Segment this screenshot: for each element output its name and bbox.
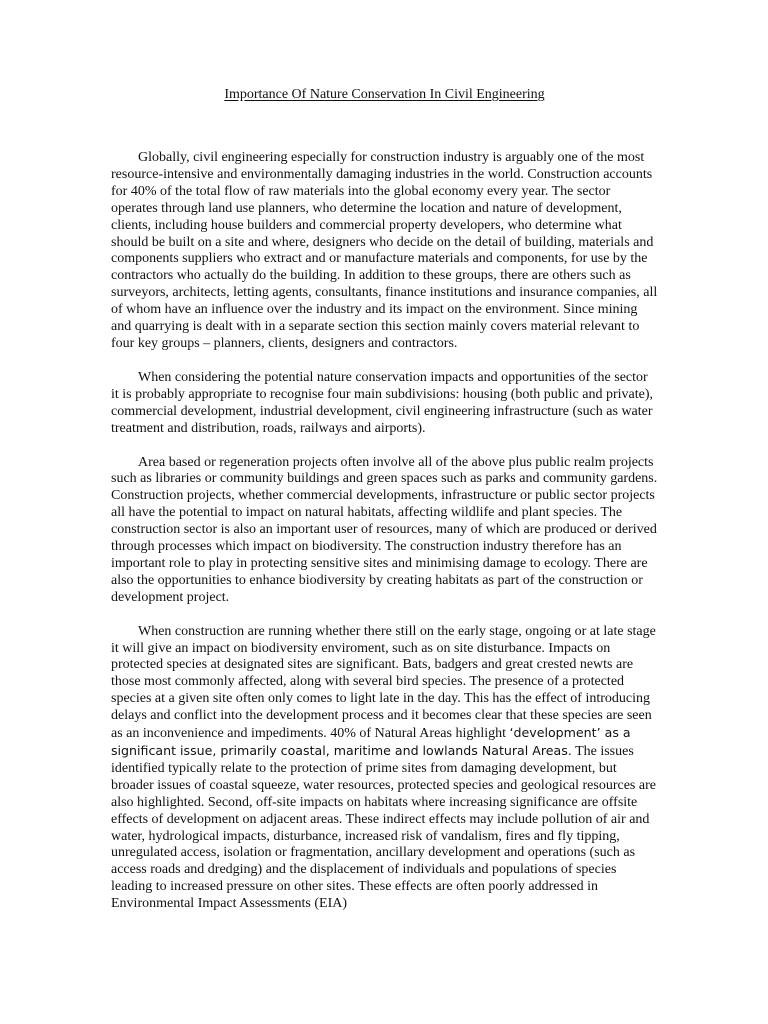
document-title: Importance Of Nature Conservation In Civil Engineering <box>224 87 545 102</box>
paragraph-3: Area based or regeneration projects often involve all of the above plus public realm projects such as libraries or community buildings and green spaces such as parks and community gardens. Construction projects, whether commercial developments, infrastructure or public sector projects all have the potential to impact on natural habitats, affecting wildlife and plant species. The construction sector is also an important user of resources, many of which are produced or derived through processes which impact on biodiversity. The construction industry therefore has an important role to play in protecting sensitive sites and minimising damage to ecology. There are also the opportunities to enhance biodiversity by creating habitats as part of the construction or development project. <box>111 454 658 605</box>
paragraph-1: Globally, civil engineering especially for construction industry is arguably one of the most resource-intensive and environmentally damaging industries in the world. Construction accounts for 40% of the total flow of raw materials into the global economy every year. The sector operates through land use planners, who determine the location and nature of development, clients, including house builders and commercial property developers, who determine what should be built on a site and where, designers who decide on the detail of building, materials and components suppliers who extract and or manufacture materials and components, for use by the contractors who actually do the building. In addition to these groups, there are others such as surveyors, architects, letting agents, consultants, finance institutions and insurance companies, all of whom have an influence over the industry and its impact on the environment. Since mining and quarrying is dealt with in a separate section this section mainly covers material relevant to four key groups – planners, clients, designers and contractors. <box>111 150 658 351</box>
paragraph-4-part-1: When construction are running whether there still on the early stage, ongoing or at late stage it will give an impact on biodiversity enviroment, such as on site disturbance. Impacts on protected species at designated sites are significant. Bats, badgers and great crested newts are those most commonly affected, along with several bird species. The presence of a protected species at a given site often only comes to light late in the day. This has the effect of introducing delays and conflict into the development process and it becomes clear that these species are seen as an inconvenience and impediments. 40% of Natural Areas highlight <box>111 623 656 742</box>
paragraph-4 <box>111 624 658 913</box>
paragraph-2: When considering the potential nature conservation impacts and opportunities of the sector it is probably appropriate to recognise four main subdivisions: housing (both public and private), commercial development, industrial development, civil engineering infrastructure (such as water treatment and distribution, roads, railways and airports). <box>111 369 654 436</box>
paragraph-4-part-2: ‘development’ as a significant issue, primarily coastal, maritime and lowlands Natural Areas. <box>111 725 631 758</box>
paragraph-4-part-3: The issues identified typically relate to the protection of prime sites from damaging development, but broader issues of coastal squeeze, water resources, protected species and geological resources are also highlighted. Second, off-site impacts on habitats where increasing significance are offsite effects of development on adjacent areas. These indirect effects may include pollution of air and water, hydrological impacts, disturbance, increased risk of vandalism, fires and fly tipping, unregulated access, isolation or fragmentation, ancillary development and operations (such as access roads and dredging) and the displacement of individuals and populations of species leading to increased pressure on other sites. These effects are often poorly addressed in Environmental Impact Assessments (EIA) <box>111 744 656 912</box>
